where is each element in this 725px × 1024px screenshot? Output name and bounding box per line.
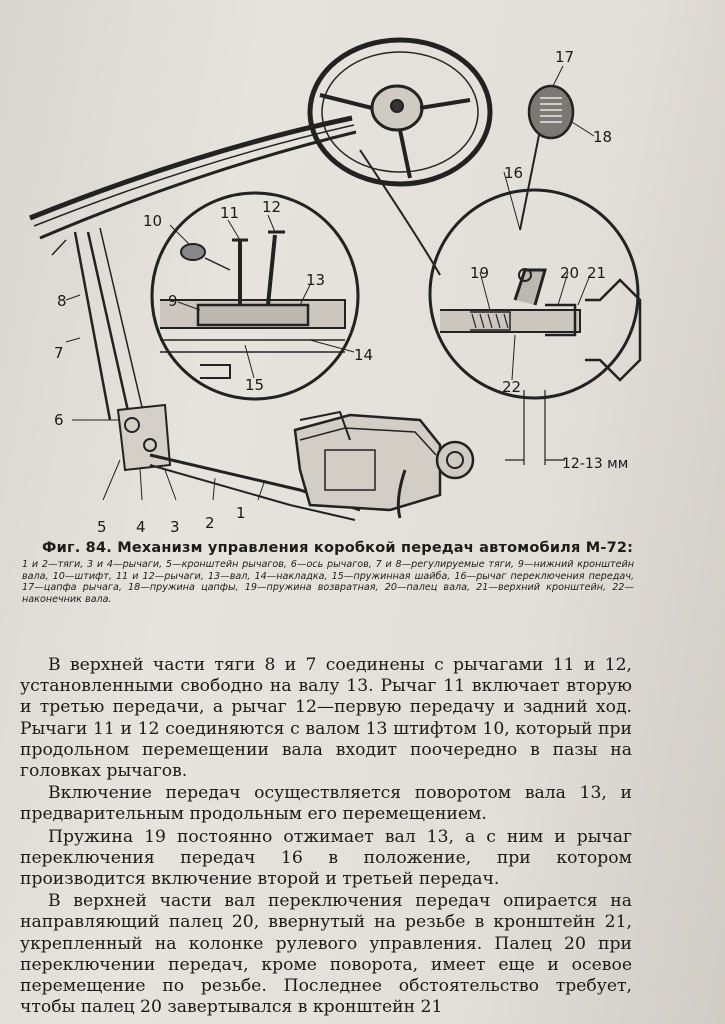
label-22: 22	[502, 378, 522, 396]
label-14: 14	[354, 346, 374, 364]
label-12: 12	[262, 198, 282, 216]
paragraph-2: Включение передач осуществляется поворотом вала 13, и предварительным продольным его перемещением.	[20, 783, 632, 825]
label-4: 4	[136, 518, 146, 536]
label-6: 6	[54, 411, 64, 429]
figure-caption	[22, 540, 634, 605]
dimension-label: 12-13 мм	[562, 456, 629, 472]
label-10: 10	[143, 212, 163, 230]
label-18: 18	[593, 128, 613, 146]
label-20: 20	[560, 264, 580, 282]
body-text	[20, 655, 632, 1019]
label-21: 21	[587, 264, 607, 282]
label-13: 13	[306, 271, 326, 289]
paragraph-4: В верхней части вал переключения передач опирается на направляющий палец 20, ввернутый на резьбе в кронштейн 21, укрепленный на колонке рулевого управления. Палец 20 при переключении передач, кроме поворота, имеет еще и осевое перемещение по резьбе. Последнее обстоятельство требует, чтобы палец 20 завертывался в кронштейн 21	[20, 891, 632, 1018]
label-9: 9	[168, 292, 178, 310]
label-1: 1	[236, 504, 246, 522]
label-3: 3	[170, 518, 180, 536]
label-16: 16	[504, 164, 524, 182]
paragraph-1: В верхней части тяги 8 и 7 соединены с рычагами 11 и 12, установленными свободно на валу 13. Рычаг 11 включает вторую и третью передачи, а рычаг 12—первую передачу и задний ход. Рычаги 11 и 12 соединяются с валом 13 штифтом 10, который при продольном перемещении вала входит поочередно в пазы на головках рычагов.	[20, 655, 632, 782]
label-17: 17	[555, 48, 575, 66]
caption-legend: 1 и 2—тяги, 3 и 4—рычаги, 5—кронштейн рычагов, 6—ось рычагов, 7 и 8—регулируемые тяги, 9—нижний кронштейн вала, 10—штифт, 11 и 12—рычаги, 13—вал, 14—накладка, 15—пружинная шайба, 16—рычаг переключения передач, 17—цапфа рычага, 18—пружина цапфы, 19—пружина возвратная, 20—палец вала, 21—верхний кронштейн, 22—наконечник вала.	[22, 559, 634, 605]
label-8: 8	[57, 292, 67, 310]
label-7: 7	[54, 344, 64, 362]
label-15: 15	[245, 376, 265, 394]
label-11: 11	[220, 204, 240, 222]
caption-title: Фиг. 84. Механизм управления коробкой передач автомобиля М-72:	[42, 540, 634, 556]
label-5: 5	[97, 518, 107, 536]
label-19: 19	[470, 264, 490, 282]
label-2: 2	[205, 514, 215, 532]
paragraph-3: Пружина 19 постоянно отжимает вал 13, а с ним и рычаг переключения передач 16 в положение, при котором производится включение второй и третьей передач.	[20, 826, 632, 890]
